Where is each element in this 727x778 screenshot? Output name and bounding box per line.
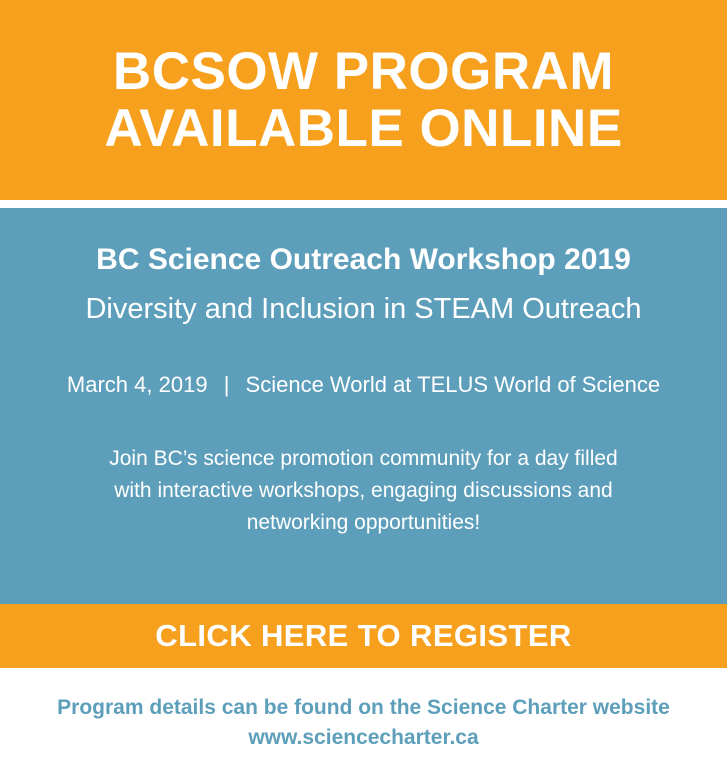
footer xyxy=(0,668,727,778)
register-button-label: CLICK HERE TO REGISTER xyxy=(155,618,572,653)
event-details-section xyxy=(0,208,727,604)
event-description-line-1: Join BC’s science promotion community for a day filled xyxy=(109,447,618,471)
event-subtitle: Diversity and Inclusion in STEAM Outreach xyxy=(85,293,642,325)
register-button[interactable] xyxy=(0,604,727,668)
event-description xyxy=(109,443,618,539)
banner-headline-line-1: BCSOW PROGRAM xyxy=(112,41,615,101)
event-description-line-2: with interactive workshops, engaging discussions and xyxy=(114,479,613,503)
event-venue: Science World at TELUS World of Science xyxy=(245,371,661,397)
footer-note: Program details can be found on the Science Charter website xyxy=(57,695,670,719)
event-date: March 4, 2019 xyxy=(66,371,208,397)
event-meta xyxy=(67,371,660,400)
footer-website-url[interactable]: www.sciencecharter.ca xyxy=(248,726,479,749)
top-banner xyxy=(0,0,727,200)
banner-divider xyxy=(0,200,727,208)
event-meta-separator: | xyxy=(223,371,230,397)
event-title: BC Science Outreach Workshop 2019 xyxy=(96,243,631,276)
event-description-line-3: networking opportunities! xyxy=(246,511,481,535)
banner-headline-line-2: AVAILABLE ONLINE xyxy=(104,99,623,158)
